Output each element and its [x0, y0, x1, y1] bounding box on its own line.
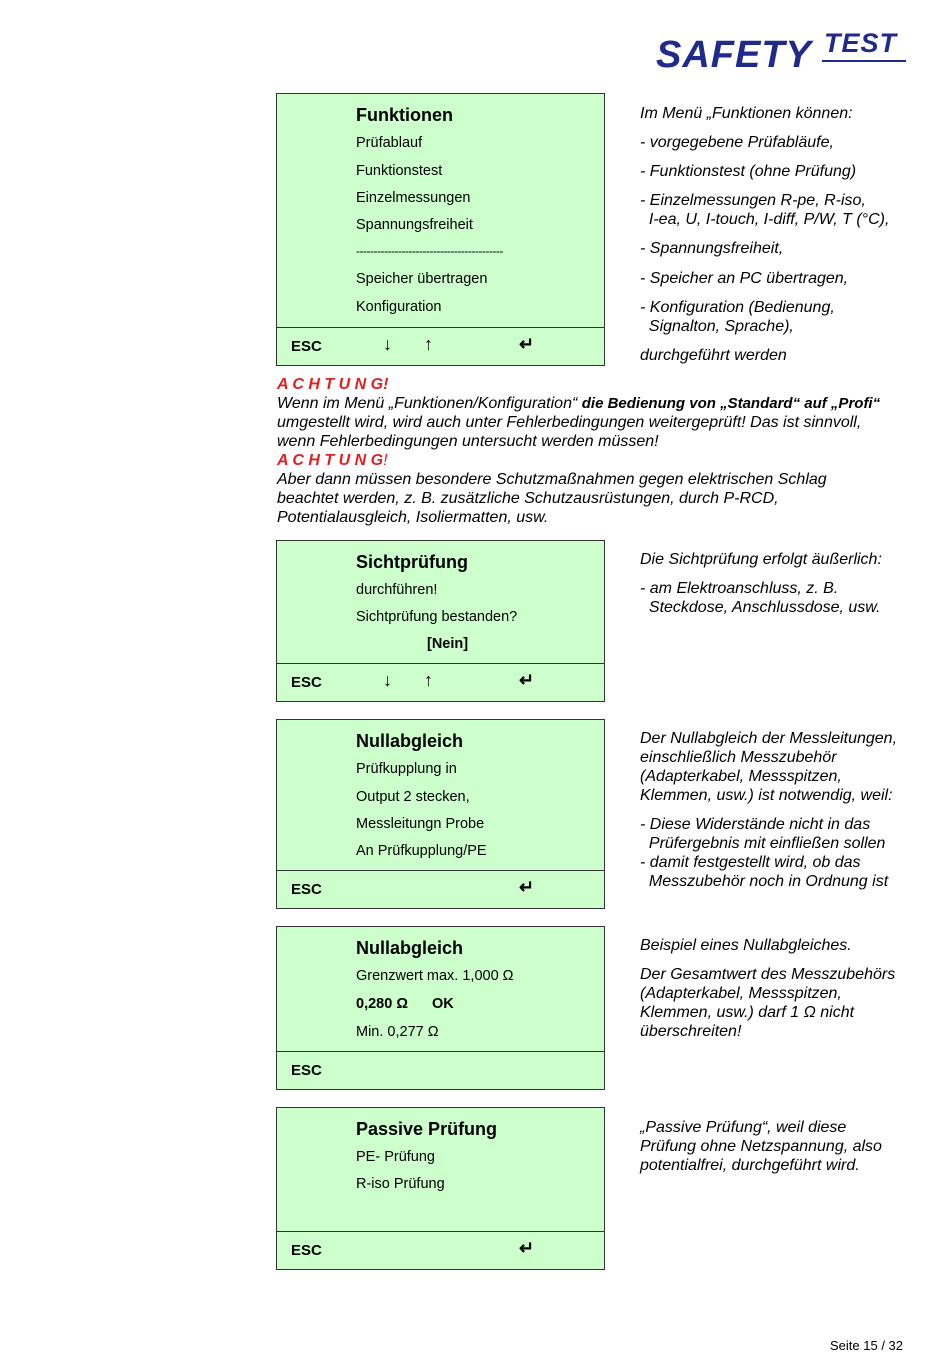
menu-separator: ------------------------------------------	[356, 244, 503, 258]
note-line: Im Menü „Funktionen können:	[640, 105, 853, 122]
warning-text-bold: die Bedienung von „Standard“ auf „Profi“	[581, 395, 881, 412]
note-line: Messzubehör noch in Ordnung ist	[640, 873, 889, 890]
note-line: (Adapterkabel, Messspitzen,	[640, 985, 842, 1002]
softkey-bar	[277, 1231, 604, 1269]
note-line: - Konfiguration (Bedienung,	[640, 299, 835, 316]
note-line: (Adapterkabel, Messspitzen,	[640, 768, 842, 785]
note-line: - Einzelmessungen R-pe, R-iso,	[640, 192, 866, 209]
note-line: Die Sichtprüfung erfolgt äußerlich:	[640, 551, 882, 568]
choice-value[interactable]: [Nein]	[427, 636, 469, 652]
arrow-up-icon[interactable]: ↑	[424, 670, 433, 690]
warning-label-text: A C H T U N G	[277, 452, 384, 469]
min-text: Min. 0,277 Ω	[356, 1024, 439, 1040]
menu-item-pe-pruefung[interactable]: PE- Prüfung	[356, 1149, 435, 1165]
warning-label	[277, 451, 880, 470]
enter-icon[interactable]: ↵	[519, 877, 535, 897]
note-line: überschreiten!	[640, 1023, 742, 1040]
softkey-bar	[277, 327, 604, 365]
note-line: - am Elektroanschluss, z. B.	[640, 580, 839, 597]
screen-text: An Prüfkupplung/PE	[356, 843, 487, 859]
note-line: - Funktionstest (ohne Prüfung)	[640, 163, 857, 180]
softkey-bar	[277, 1051, 604, 1089]
note-line: - Diese Widerstände nicht in das	[640, 816, 871, 833]
note-line: Klemmen, usw.) ist notwendig, weil:	[640, 787, 893, 804]
screen-passive-pruefung	[276, 1107, 605, 1270]
menu-item-speicher[interactable]: Speicher übertragen	[356, 271, 488, 287]
menu-item-spannungsfreiheit[interactable]: Spannungsfreiheit	[356, 217, 473, 233]
note-line: Signalton, Sprache),	[640, 318, 794, 335]
status-ok: OK	[431, 996, 454, 1012]
screen-text: Output 2 stecken,	[356, 789, 470, 805]
logo-underline	[822, 60, 906, 62]
logo-main-text: SAFETY	[656, 34, 812, 76]
screen-title: Sichtprüfung	[356, 552, 468, 572]
note-line: potentialfrei, durchgeführt wird.	[640, 1157, 860, 1174]
safetytest-logo	[656, 30, 911, 78]
screen-text: durchführen!	[356, 582, 438, 598]
warning-line: Potentialausgleich, Isoliermatten, usw.	[277, 509, 549, 526]
warning-label-end: !	[383, 452, 388, 469]
note-line: Klemmen, usw.) darf 1 Ω nicht	[640, 1004, 855, 1021]
note-line: Der Nullabgleich der Messleitungen,	[640, 730, 898, 747]
softkey-bar	[277, 663, 604, 701]
esc-key[interactable]: ESC	[291, 674, 322, 691]
note-line: Der Gesamtwert des Messzubehörs	[640, 966, 896, 983]
esc-key[interactable]: ESC	[291, 338, 322, 355]
note-line: - Spannungsfreiheit,	[640, 240, 784, 257]
measured-value	[356, 996, 454, 1012]
note-line: - Speicher an PC übertragen,	[640, 270, 849, 287]
screen-title: Funktionen	[356, 105, 453, 125]
warning-line: beachtet werden, z. B. zusätzliche Schutzausrüstungen, durch P-RCD,	[277, 490, 779, 507]
arrow-down-icon[interactable]: ↓	[383, 670, 392, 690]
screen-title: Nullabgleich	[356, 731, 464, 751]
enter-icon[interactable]: ↵	[519, 670, 535, 690]
menu-item-konfiguration[interactable]: Konfiguration	[356, 299, 442, 315]
menu-item-pruefablauf[interactable]: Prüfablauf	[356, 135, 423, 151]
screen-nullabgleich-setup	[276, 719, 605, 909]
warning-line: wenn Fehlerbedingungen untersucht werden müssen!	[277, 433, 659, 450]
note-line: Prüfung ohne Netzspannung, also	[640, 1138, 882, 1155]
note-line: - damit festgestellt wird, ob das	[640, 854, 861, 871]
logo-sup-text: TEST	[824, 28, 898, 58]
note-line: I-ea, U, I-touch, I-diff, P/W, T (°C),	[640, 211, 890, 228]
screen-sichtpruefung	[276, 540, 605, 702]
note-line: Steckdose, Anschlussdose, usw.	[640, 599, 881, 616]
screen-nullabgleich-result	[276, 926, 605, 1090]
warning-line: umgestellt wird, wird auch unter Fehlerbedingungen weitergeprüft! Das ist sinnvoll,	[277, 414, 862, 431]
warning-line: Aber dann müssen besondere Schutzmaßnahmen gegen elektrischen Schlag	[277, 471, 827, 488]
enter-icon[interactable]: ↵	[519, 1238, 535, 1258]
value-text: 0,280 Ω	[356, 996, 408, 1012]
note-line: - vorgegebene Prüfabläufe,	[640, 134, 834, 151]
menu-item-riso-pruefung[interactable]: R-iso Prüfung	[356, 1176, 445, 1192]
warning-line	[277, 394, 880, 413]
page-number: Seite 15 / 32	[830, 1338, 903, 1353]
screen-title: Nullabgleich	[356, 938, 464, 958]
arrow-up-icon[interactable]: ↑	[424, 334, 433, 354]
note-line: durchgeführt werden	[640, 347, 787, 364]
enter-icon[interactable]: ↵	[519, 334, 535, 354]
note-line: „Passive Prüfung“, weil diese	[640, 1119, 847, 1136]
limit-text: Grenzwert max. 1,000 Ω	[356, 968, 514, 984]
softkey-bar	[277, 870, 604, 908]
note-line: Prüfergebnis mit einfließen sollen	[640, 835, 886, 852]
note-line: Beispiel eines Nullabgleiches.	[640, 937, 852, 954]
screen-text: Prüfkupplung in	[356, 761, 457, 777]
warning-block	[277, 375, 880, 527]
note-line: einschließlich Messzubehör	[640, 749, 837, 766]
screen-text: Messleitungn Probe	[356, 816, 485, 832]
warning-text: Wenn im Menü „Funktionen/Konfiguration“	[277, 395, 582, 412]
esc-key[interactable]: ESC	[291, 881, 322, 898]
arrow-down-icon[interactable]: ↓	[383, 334, 392, 354]
esc-key[interactable]: ESC	[291, 1062, 322, 1079]
screen-text: Sichtprüfung bestanden?	[356, 609, 518, 625]
screen-funktionen	[276, 93, 605, 366]
warning-label: A C H T U N G!	[277, 376, 389, 393]
esc-key[interactable]: ESC	[291, 1242, 322, 1259]
screen-title: Passive Prüfung	[356, 1119, 498, 1139]
menu-item-einzelmessungen[interactable]: Einzelmessungen	[356, 190, 471, 206]
menu-item-funktionstest[interactable]: Funktionstest	[356, 163, 443, 179]
